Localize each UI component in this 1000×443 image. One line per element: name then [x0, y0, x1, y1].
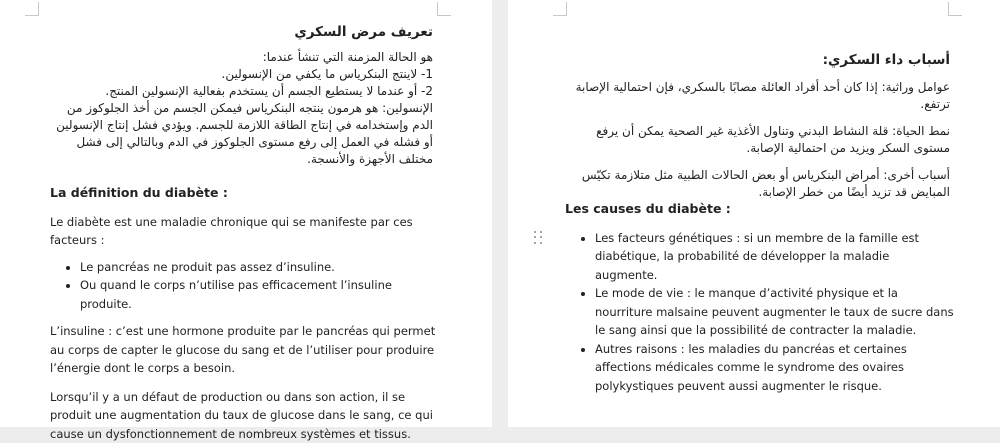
arabic-definition-block[interactable] — [50, 24, 433, 168]
page-margin-corner — [437, 2, 451, 16]
arabic-definition-heading: تعريف مرض السكري — [50, 24, 433, 41]
arabic-line: هو الحالة المزمنة التي تنشأ عندما: — [50, 49, 433, 66]
french-definition-block[interactable] — [50, 184, 442, 443]
french-causes-list — [565, 229, 955, 396]
french-paragraph: Lorsqu’il y a un défaut de production ou dans son action, il se produit une augmentation du taux de glucose dans le sang, ce qui cause un dysfonctionnement de nombreux systèmes et tissus. — [50, 388, 442, 443]
page-margin-corner — [948, 2, 962, 16]
french-causes-block[interactable] — [565, 200, 955, 395]
page-margin-corner — [25, 2, 39, 16]
drag-handle-icon[interactable] — [534, 231, 544, 245]
french-paragraph: L’insuline : c’est une hormone produite par le pancréas qui permet au corps de capter le glucose du sang et de l’utiliser pour produire l’énergie dont le corps a besoin. — [50, 322, 442, 378]
list-item: • Les facteurs génétiques : si un membre de la famille est diabétique, la probabilité de développer la maladie augmente. — [595, 229, 955, 285]
arabic-causes-heading: أسباب داء السكري: — [565, 52, 950, 69]
list-item: • Le pancréas ne produit pas assez d’insuline. — [80, 258, 442, 277]
french-intro: Le diabète est une maladie chronique qui se manifeste par ces facteurs : — [50, 213, 442, 250]
list-item: • Le mode de vie : le manque d’activité physique et la nourriture malsaine peuvent augmenter le taux de sucre dans le sang ainsi que la possibilité de contracter la maladie. — [595, 284, 955, 340]
arabic-line: الإنسولين: هو هرمون ينتجه البنكرياس فيمكن الجسم من أخذ الجلوكوز من الدم وإستخدامه في إنتاج الطاقة اللازمة للجسم. ويؤدي فشل إنتاج الإنسولين أو فشله في العمل إلى رفع مستوى الجلوكوز في الدم وبالتالي إلى فشل مختلف الأجهزة والأنسجة. — [50, 100, 433, 168]
arabic-paragraph: عوامل وراثية: إذا كان أحد أفراد العائلة مصابًا بالسكري، فإن احتمالية الإصابة ترتفع. — [565, 79, 950, 113]
arabic-causes-block[interactable] — [565, 52, 950, 201]
document-page-right — [508, 0, 1000, 427]
french-causes-heading: Les causes du diabète : — [565, 200, 955, 219]
french-definition-list — [50, 258, 442, 314]
arabic-paragraph: نمط الحياة: قلة النشاط البدني وتناول الأغذية غير الصحية يمكن أن يرفع مستوى السكر ويزيد من احتمالية الإصابة. — [565, 123, 950, 157]
list-item: • Ou quand le corps n’utilise pas efficacement l’insuline produite. — [80, 276, 442, 313]
arabic-paragraph: أسباب أخرى: أمراض البنكرياس أو بعض الحالات الطبية مثل متلازمة تكيّس المبايض قد تزيد أيضًا من خطر الإصابة. — [565, 167, 950, 201]
list-item: • Autres raisons : les maladies du pancréas et certaines affections médicales comme le syndrome des ovaires polykystiques peuvent aussi augmenter le risque. — [595, 340, 955, 396]
page-margin-corner — [553, 2, 567, 16]
arabic-line: 2- أو عندما لا يستطيع الجسم أن يستخدم بفعالية الإنسولين المنتج. — [50, 83, 433, 100]
document-page-left — [0, 0, 492, 427]
french-definition-heading: La définition du diabète : — [50, 184, 442, 203]
arabic-line: 1- لاينتج البنكرياس ما يكفي من الإنسولين. — [50, 66, 433, 83]
